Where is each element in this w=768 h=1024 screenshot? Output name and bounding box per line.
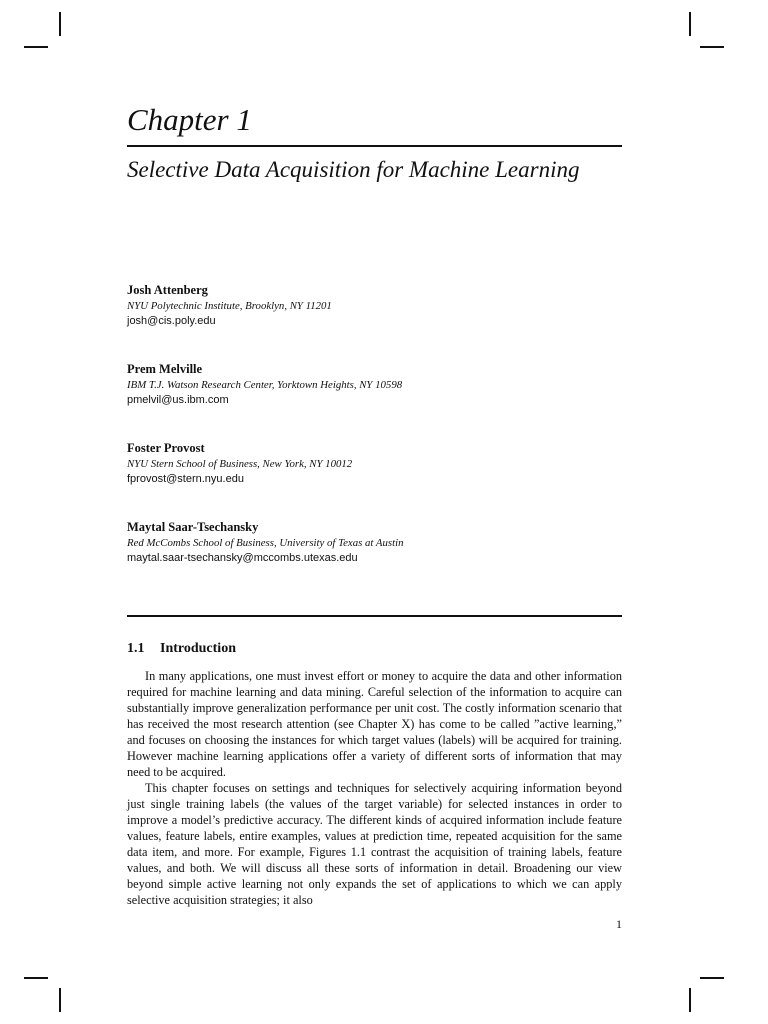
author-name: Foster Provost xyxy=(127,441,205,455)
author-affiliation: Red McCombs School of Business, University of Texas at Austin xyxy=(127,537,404,549)
author-email: pmelvil@us.ibm.com xyxy=(127,394,229,406)
crop-mark-bottom-right-horizontal xyxy=(700,977,724,979)
page-number: 1 xyxy=(616,917,622,931)
crop-mark-bottom-left-horizontal xyxy=(24,977,48,979)
body-text xyxy=(127,668,622,908)
author-name: Maytal Saar-Tsechansky xyxy=(127,520,259,534)
author-name: Prem Melville xyxy=(127,362,203,376)
author-block xyxy=(127,361,622,408)
chapter-title: Selective Data Acquisition for Machine Learning xyxy=(127,157,580,182)
crop-mark-top-right-horizontal xyxy=(700,46,724,48)
chapter-rule xyxy=(127,145,622,147)
crop-mark-bottom-right-vertical xyxy=(689,988,691,1012)
author-affiliation: IBM T.J. Watson Research Center, Yorktown Heights, NY 10598 xyxy=(127,379,403,391)
author-block xyxy=(127,519,622,566)
author-name: Josh Attenberg xyxy=(127,283,208,297)
author-block xyxy=(127,440,622,487)
author-email: maytal.saar-tsechansky@mccombs.utexas.edu xyxy=(127,552,358,564)
author-affiliation: NYU Polytechnic Institute, Brooklyn, NY 11201 xyxy=(127,300,332,312)
chapter-label: Chapter 1 xyxy=(127,102,252,137)
author-email: josh@cis.poly.edu xyxy=(127,315,216,327)
section-heading xyxy=(127,640,236,658)
section-rule xyxy=(127,615,622,617)
crop-mark-top-left-horizontal xyxy=(24,46,48,48)
author-block xyxy=(127,282,622,329)
paragraph: This chapter focuses on settings and techniques for selectively acquiring information beyond just single training labels (the values of the target variable) for selected instances in order to improve a model’s predictive accuracy. The different kinds of acquired information include feature values, feature labels, entire examples, values at prediction time, repeated acquisition for the same data item, and more. For example, Figures 1.1 contrast the acquisition of training labels, feature values, and both. We will discuss all these sorts of information in detail. Broadening our view beyond simple active learning not only expands the set of applications to which we can apply selective acquisition strategies; it also xyxy=(127,781,622,907)
section-number: 1.1 xyxy=(127,641,145,656)
section-title: Introduction xyxy=(160,641,236,656)
author-affiliation: NYU Stern School of Business, New York, NY 10012 xyxy=(127,458,353,470)
paragraph: In many applications, one must invest effort or money to acquire the data and other information required for machine learning and data mining. Careful selection of the information to acquire can substantially improve generalization performance per unit cost. The costly information scenario that has received the most research attention (see Chapter X) has come to be called ”active learning,” and focuses on choosing the instances for which target values (labels) will be acquired for training. However machine learning applications offer a variety of different sorts of information that may need to be acquired. xyxy=(127,669,622,779)
crop-mark-top-left-vertical xyxy=(59,12,61,36)
crop-mark-top-right-vertical xyxy=(689,12,691,36)
author-email: fprovost@stern.nyu.edu xyxy=(127,473,244,485)
crop-mark-bottom-left-vertical xyxy=(59,988,61,1012)
